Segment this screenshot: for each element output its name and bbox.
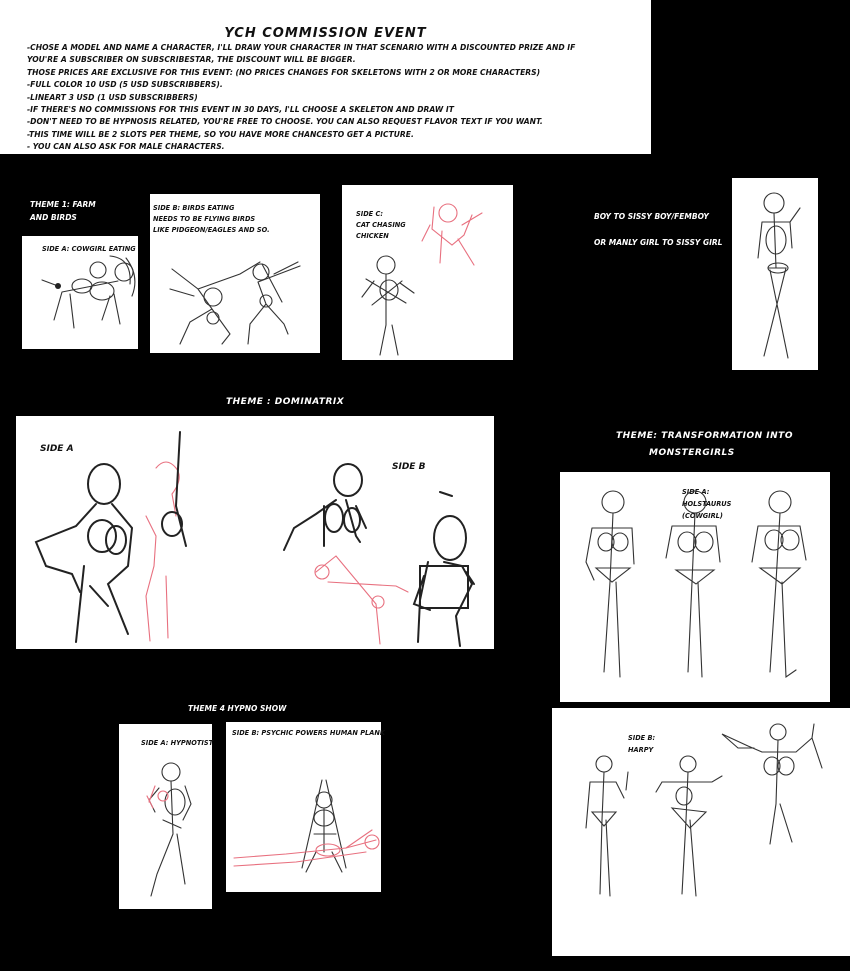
dominatrix-panel xyxy=(16,416,494,649)
theme1-title: THEME 1: FARM AND BIRDS xyxy=(30,200,96,222)
event-rules xyxy=(27,42,575,154)
harpy-label: SIDE B: HARPY xyxy=(628,734,656,754)
dominatrix-title: THEME : DOMINATRIX xyxy=(226,397,345,407)
dominatrix-sketch xyxy=(16,416,494,649)
sissy-sketch xyxy=(732,178,818,370)
event-info-panel xyxy=(0,0,651,154)
hypnotist-label: SIDE A: HYPNOTIST xyxy=(141,739,214,747)
rule-line: YOU'RE A SUBSCRIBER ON SUBSCRIBESTAR, THE DISCOUNT WILL BE BIGGER. xyxy=(27,55,356,65)
rule-line: -DON'T NEED TO BE HYPNOSIS RELATED, YOU'RE FREE TO CHOOSE. YOU CAN ALSO REQUEST FLAVOR TEXT IF YOU WANT. xyxy=(27,117,543,127)
dominatrix-side-b-label: SIDE B xyxy=(392,462,426,472)
monstergirls-side-b-panel xyxy=(552,708,850,956)
harpy-transformation-sketch xyxy=(552,708,850,956)
monstergirls-title: THEME: TRANSFORMATION INTO MONSTERGIRLS xyxy=(616,431,793,458)
rule-line: -FULL COLOR 10 USD (5 USD SUBSCRIBBERS). xyxy=(27,80,223,90)
sissy-theme-text: BOY TO SISSY BOY/FEMBOY OR MANLY GIRL TO SISSY GIRL xyxy=(594,212,723,247)
theme1-side-c-panel xyxy=(342,185,513,360)
theme1-side-b-panel xyxy=(150,194,320,353)
side-a-label: SIDE A: COWGIRL EATING xyxy=(42,245,136,253)
event-title: YCH COMMISSION EVENT xyxy=(224,26,427,41)
sissy-panel xyxy=(732,178,818,370)
holstaurus-transformation-sketch xyxy=(560,472,830,702)
cowgirl-eating-sketch xyxy=(22,236,138,349)
human-plank-label: SIDE B: PSYCHIC POWERS HUMAN PLANK xyxy=(232,729,385,737)
hypno-side-a-panel xyxy=(119,724,212,909)
hypno-side-b-panel xyxy=(226,722,385,892)
rule-line: -CHOSE A MODEL AND NAME A CHARACTER, I'LL DRAW YOUR CHARACTER IN THAT SCENARIO WITH A DISCOUNTED PRIZE AND IF xyxy=(27,43,576,52)
rule-line: THOSE PRICES ARE EXCLUSIVE FOR THIS EVENT: (NO PRICES CHANGES FOR SKELETONS WITH 2 OR MORE CHARACTERS) xyxy=(27,67,541,77)
cat-chasing-chicken-sketch xyxy=(342,185,513,360)
human-plank-sketch xyxy=(226,722,381,892)
monstergirls-side-a-panel xyxy=(560,472,830,702)
birds-eating-sketch xyxy=(150,194,320,353)
hypnotist-sketch xyxy=(119,724,212,909)
hypno-title: THEME 4 HYPNO SHOW xyxy=(188,704,287,713)
side-c-label: SIDE C: CAT CHASING CHICKEN xyxy=(356,210,406,240)
rule-line: -THIS TIME WILL BE 2 SLOTS PER THEME, SO YOU HAVE MORE CHANCESTO GET A PICTURE. xyxy=(27,129,414,139)
dominatrix-side-a-label: SIDE A xyxy=(40,444,74,454)
rule-line: -LINEART 3 USD (1 USD SUBSCRIBBERS) xyxy=(27,92,198,102)
holstaurus-label: SIDE A: HOLSTAURUS (COWGIRL) xyxy=(682,488,732,520)
rule-line: -IF THERE'S NO COMMISSIONS FOR THIS EVENT IN 30 DAYS, I'LL CHOOSE A SKELETON AND DRAW IT xyxy=(27,105,454,115)
theme1-side-a-panel xyxy=(22,236,138,349)
side-b-label: SIDE B: BIRDS EATING NEEDS TO BE FLYING BIRDS LIKE PIDGEON/EAGLES AND SO. xyxy=(153,204,270,234)
rule-line: - YOU CAN ALSO ASK FOR MALE CHARACTERS. xyxy=(27,142,225,152)
